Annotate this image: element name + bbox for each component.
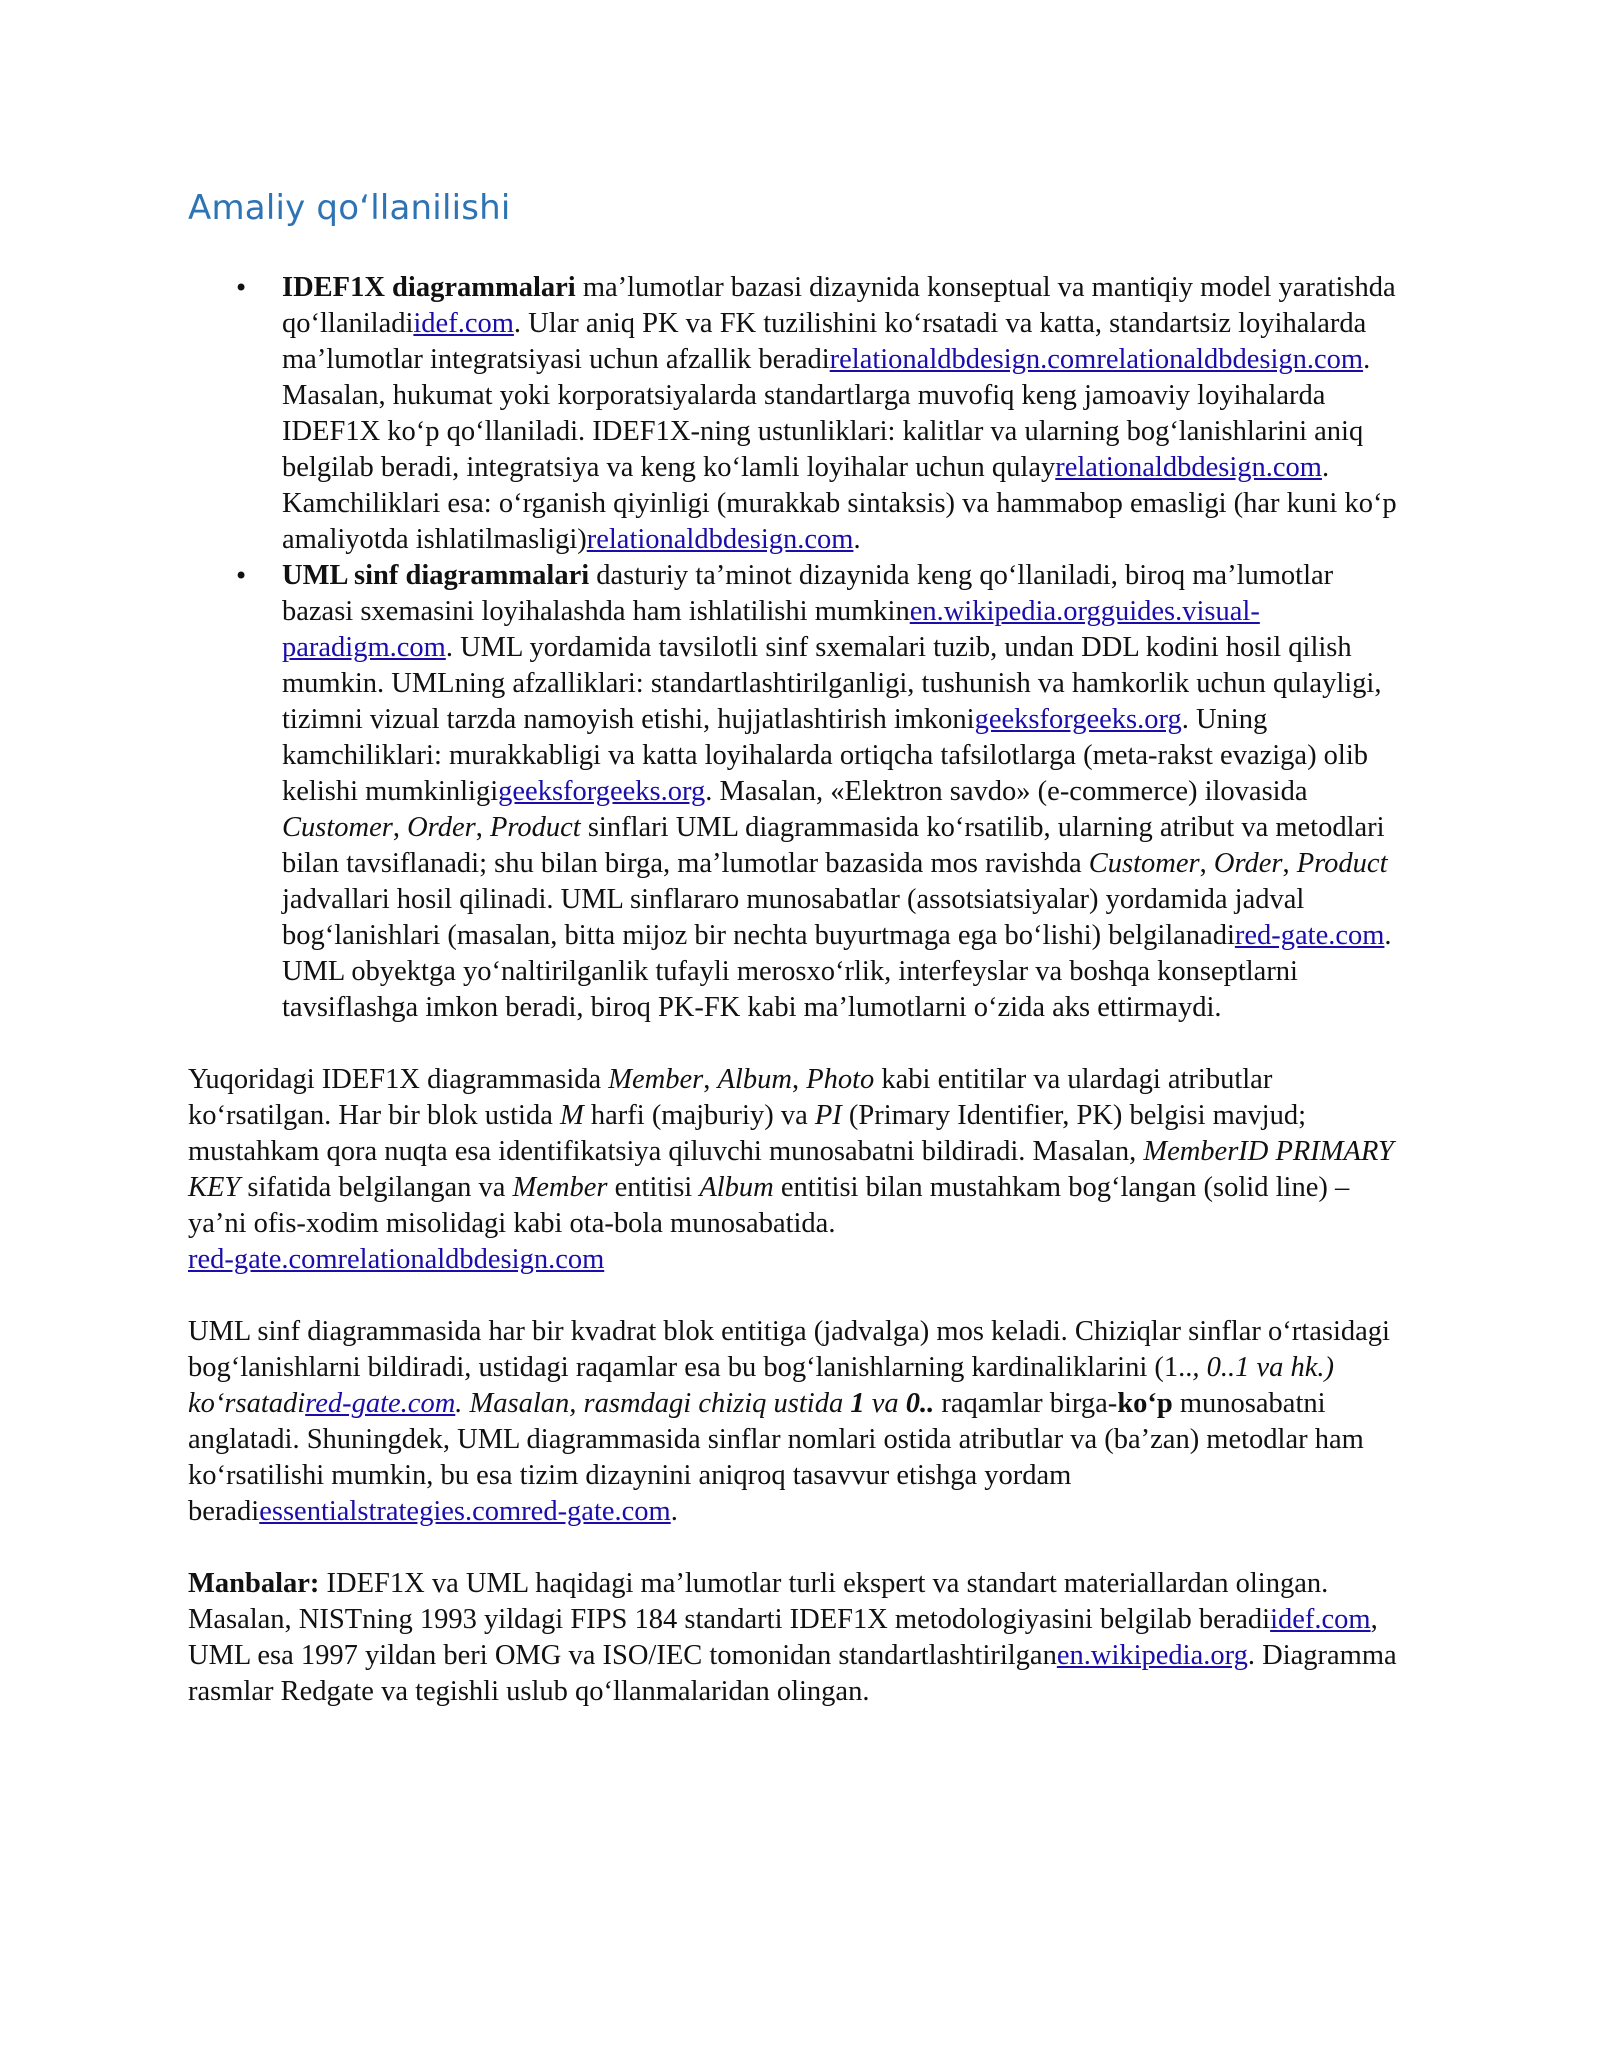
paragraph-idef1x-diagram: Yuqoridagi IDEF1X diagrammasida Member, Album, Photo kabi entitilar va ulardagi atributlar ko‘rsatilgan. Har bir blok ustida M harfi (majburiy) va PI (Primary Identifier, PK) belgisi mavjud; mustahkam qora nuqta esa identifikatsiya qiluvchi munosabatni bildiradi. Masalan, MemberID PRIMARY KEY sifatida belgilangan va Member entitisi Album entitisi bilan mustahkam bog‘langan (solid line) – ya’ni ofis-xodim misolidagi kabi ota-bola munosabatida. red-gate.comrelationaldbdesign.com [188,1064,1394,1275]
link-idef[interactable]: idef.com [413,308,514,339]
sources-label: Manbalar: [188,1568,320,1599]
link-relationaldbdesign[interactable]: relationaldbdesign.comrelationaldbdesign.com [829,344,1364,375]
link-idef[interactable]: idef.com [1270,1604,1371,1635]
link-wikipedia-visual-paradigm[interactable]: en.wikipedia.orgguides.visual-paradigm.com [282,596,1260,663]
link-geeksforgeeks[interactable]: geeksforgeeks.org [974,704,1182,735]
bold-term: UML sinf diagrammalari [282,560,590,591]
list-item-idef1x: • IDEF1X diagrammalari ma’lumotlar bazasi dizaynida konseptual va mantiqiy model yaratishda qo‘llaniladiidef.com. Ular aniq PK va FK tuzilishini ko‘rsatadi va katta, standartsiz loyihalarda ma’lumotlar integratsiyasi uchun afzallik beradirelationaldbdesign.comrelationaldbdesign.com. Masalan, hukumat yoki korporatsiyalarda standartlarga muvofiq keng jamoaviy loyihalarda IDEF1X ko‘p qo‘llaniladi. IDEF1X-ning ustunliklari: kalitlar va ularning bog‘lanishlarini aniq belgilab beradi, integratsiya va keng ko‘lamli loyihalar uchun qulayrelationaldbdesign.com. Kamchiliklari esa: o‘rganish qiyinligi (murakkab sintaksis) va hammabop emasligi (har kuni ko‘p amaliyotda ishlatilmasligi)relationaldbdesign.com. [282,270,1410,558]
link-red-gate[interactable]: red-gate.com [1234,920,1385,951]
section-heading: Amaliy qo‘llanilishi [188,188,511,228]
link-relationaldbdesign[interactable]: relationaldbdesign.com [1055,452,1322,483]
paragraph-sources: Manbalar: IDEF1X va UML haqidagi ma’lumotlar turli ekspert va standart materiallardan olingan. Masalan, NISTning 1993 yildagi FIPS 184 standarti IDEF1X metodologiyasini belgilab beradiidef.com, UML esa 1997 yildan beri OMG va ISO/IEC tomonidan standartlashtirilganen.wikipedia.org. Diagramma rasmlar Redgate va tegishli uslub qo‘llanmalaridan olingan. [188,1568,1397,1707]
paragraph-uml-diagram: UML sinf diagrammasida har bir kvadrat blok entitiga (jadvalga) mos keladi. Chiziqlar sinflar o‘rtasidagi bog‘lanishlarni bildiradi, ustidagi raqamlar esa bu bog‘lanishlarning kardinaliklarini (1.., 0..1 va hk.) ko‘rsatadired-gate.com. Masalan, rasmdagi chiziq ustida 1 va 0.. raqamlar birga-ko‘p munosabatni anglatadi. Shuningdek, UML diagrammasida sinflar nomlari ostida atributlar va (ba’zan) metodlar ham ko‘rsatilishi mumkin, bu esa tizim dizaynini aniqroq tasavvur etishga yordam beradiessentialstrategies.comred-gate.com. [188,1316,1390,1527]
link-red-gate-relationaldbdesign[interactable]: red-gate.comrelationaldbdesign.com [188,1244,605,1275]
list-item-uml: • UML sinf diagrammalari dasturiy ta’minot dizaynida keng qo‘llaniladi, biroq ma’lumotlar bazasi sxemasini loyihalashda ham ishlatilishi mumkinen.wikipedia.orgguides.visual-paradigm.com. UML yordamida tavsilotli sinf sxemalari tuzib, undan DDL kodini hosil qilish mumkin. UMLning afzalliklari: standartlashtirilganligi, tushunish va hamkorlik uchun qulayligi, tizimni vizual tarzda namoyish etishi, hujjatlashtirish imkonigeeksforgeeks.org. Uning kamchiliklari: murakkabligi va katta loyihalarda ortiqcha tafsilotlarga (meta-rakst evaziga) olib kelishi mumkinligigeeksforgeeks.org. Masalan, «Elektron savdo» (e-commerce) ilovasida Customer, Order, Product sinflari UML diagrammasida ko‘rsatilib, ularning atribut va metodlari bilan tavsiflanadi; shu bilan birga, ma’lumotlar bazasida mos ravishda Customer, Order, Product jadvallari hosil qilinadi. UML sinflararo munosabatlar (assotsiatsiyalar) yordamida jadval bog‘lanishlari (masalan, bitta mijoz bir nechta buyurtmaga ega bo‘lishi) belgilanadired-gate.com. UML obyektga yo‘naltirilganlik tufayli merosxo‘rlik, interfeyslar va boshqa konseptlarni tavsiflashga imkon beradi, biroq PK-FK kabi ma’lumotlarni o‘zida aks ettirmaydi. [282,558,1410,1026]
link-red-gate[interactable]: red-gate.com [305,1388,456,1419]
link-geeksforgeeks[interactable]: geeksforgeeks.org [498,776,706,807]
bold-term: IDEF1X diagrammalari [282,272,576,303]
link-relationaldbdesign[interactable]: relationaldbdesign.com [586,524,854,555]
link-essentialstrategies-red-gate[interactable]: essentialstrategies.comred-gate.com [259,1496,671,1527]
link-wikipedia[interactable]: en.wikipedia.org [1056,1640,1248,1671]
bullet-list [188,270,1410,1026]
document-content [188,188,1410,1710]
